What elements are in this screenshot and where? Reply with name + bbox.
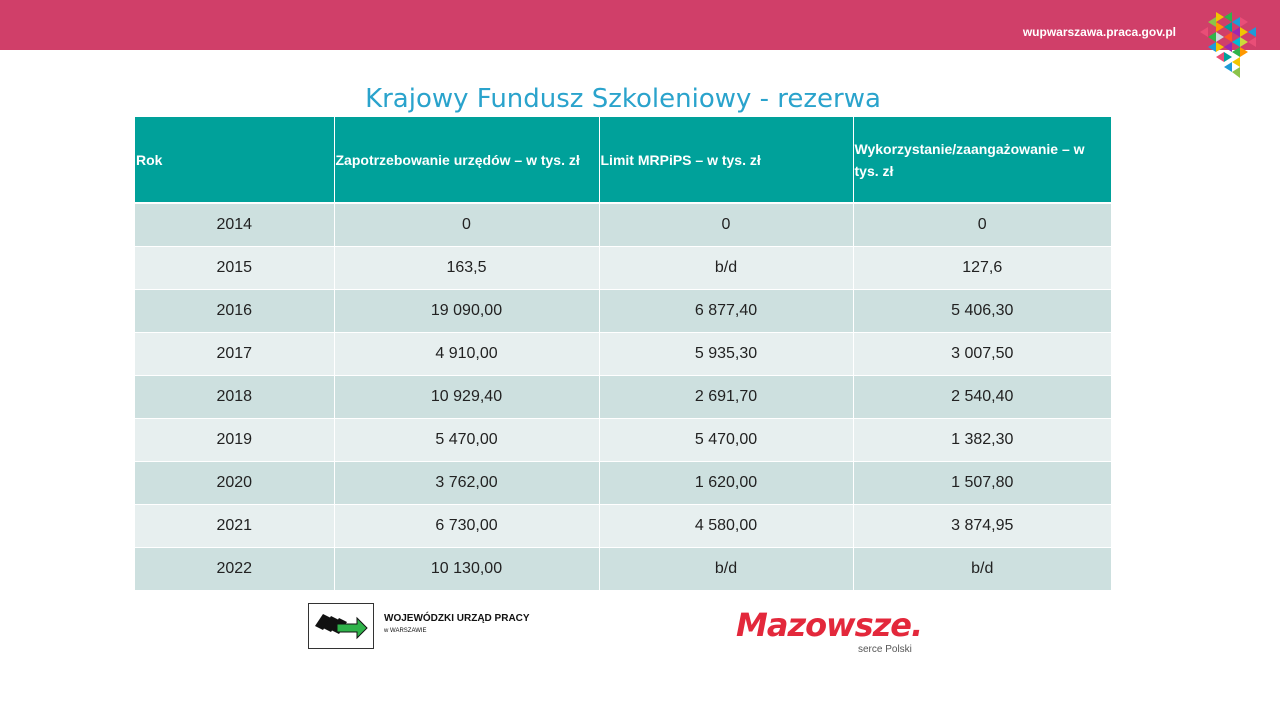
table-cell: 3 874,95 [853,505,1111,548]
table-row [135,290,1111,333]
wup-logo-box [308,603,374,649]
table-row [135,333,1111,376]
mazowsze-name: Mazowsze. [736,606,923,644]
table-row [135,203,1111,247]
page-title: Krajowy Fundusz Szkoleniowy - rezerwa [365,84,881,114]
table-cell: 163,5 [334,247,599,290]
header-cell-usage: Wykorzystanie/zaangażowanie – w tys. zł [853,117,1111,203]
table-cell: 2022 [135,548,334,591]
table-row [135,505,1111,548]
table-cell: 6 730,00 [334,505,599,548]
wup-logo [308,603,528,649]
table-cell: 10 130,00 [334,548,599,591]
data-table [135,117,1111,591]
wup-name: WOJEWÓDZKI URZĄD PRACY [384,613,530,624]
header-cell-year: Rok [135,117,334,203]
table-cell: 4 580,00 [599,505,853,548]
header-bar [0,0,1280,50]
table-cell: 127,6 [853,247,1111,290]
table-cell: 10 929,40 [334,376,599,419]
table-cell: 2020 [135,462,334,505]
table-cell: 2014 [135,203,334,247]
table-cell: 5 406,30 [853,290,1111,333]
table-cell: 0 [853,203,1111,247]
table-cell: 5 470,00 [599,419,853,462]
table-cell: b/d [599,548,853,591]
table-cell: 2 691,70 [599,376,853,419]
table-cell: 2019 [135,419,334,462]
table-cell: 2 540,40 [853,376,1111,419]
table-cell: 1 620,00 [599,462,853,505]
table-cell: 2017 [135,333,334,376]
table-cell: 0 [599,203,853,247]
mazowsze-logo [736,606,946,662]
table-cell: 19 090,00 [334,290,599,333]
wup-arrows-icon [309,604,373,648]
table-cell: 5 470,00 [334,419,599,462]
table-cell: 2015 [135,247,334,290]
mazowsze-tagline: serce Polski [858,644,912,655]
mosaic-logo-icon [1196,12,1258,78]
wup-subtitle: w WARSZAWIE [384,628,427,634]
table-row [135,376,1111,419]
table-row [135,462,1111,505]
table-cell: 2021 [135,505,334,548]
table-header-row [135,117,1111,203]
table-cell: 2016 [135,290,334,333]
table-cell: 3 762,00 [334,462,599,505]
header-cell-limit: Limit MRPiPS – w tys. zł [599,117,853,203]
site-url[interactable]: wupwarszawa.praca.gov.pl [1022,25,1176,39]
table-cell: 1 382,30 [853,419,1111,462]
table-cell: 0 [334,203,599,247]
table-cell: 3 007,50 [853,333,1111,376]
table-row [135,247,1111,290]
table-cell: 5 935,30 [599,333,853,376]
table-row [135,548,1111,591]
table-cell: 1 507,80 [853,462,1111,505]
table-cell: 4 910,00 [334,333,599,376]
table-cell: b/d [853,548,1111,591]
header-cell-demand: Zapotrzebowanie urzędów – w tys. zł [334,117,599,203]
table-cell: b/d [599,247,853,290]
table-cell: 6 877,40 [599,290,853,333]
table-cell: 2018 [135,376,334,419]
table-row [135,419,1111,462]
